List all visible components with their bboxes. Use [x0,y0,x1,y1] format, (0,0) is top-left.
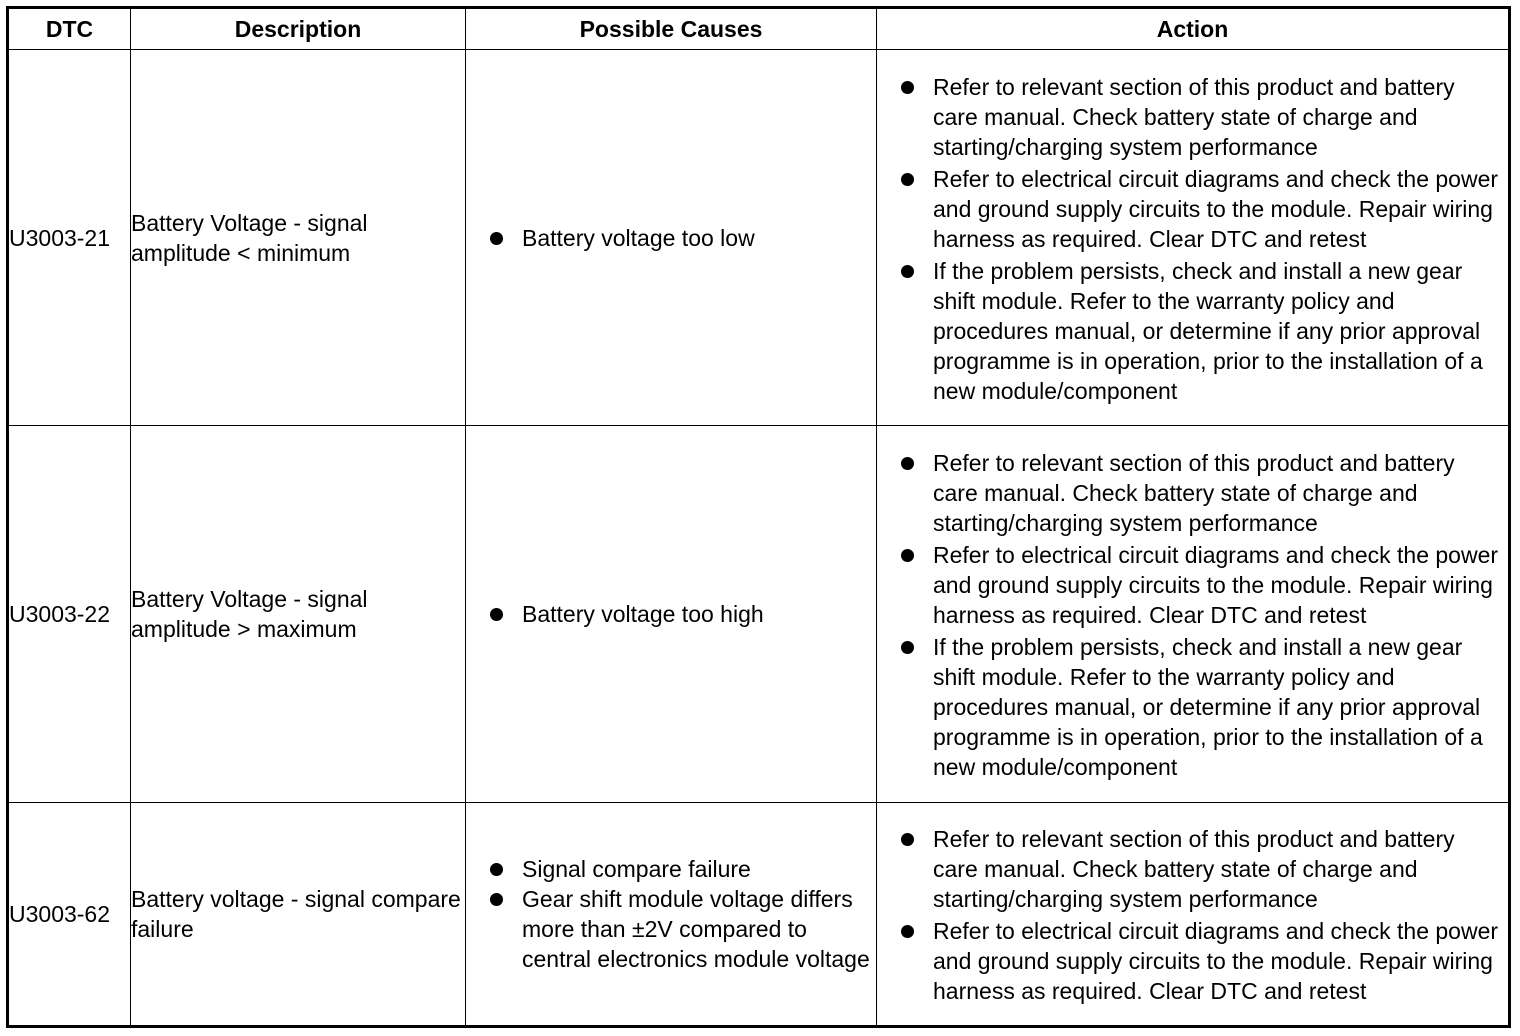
action-list [877,72,1508,406]
action-item: Refer to relevant section of this product and battery care manual. Check battery state of charge and starting/charging system performance [877,72,1508,162]
action-list [877,824,1508,1006]
header-possible-causes: Possible Causes [466,8,877,50]
cause-list [466,599,876,629]
header-action: Action [877,8,1510,50]
header-dtc: DTC [8,8,131,50]
action-list [877,448,1508,782]
dtc-description: Battery Voltage - signal amplitude < minimum [131,50,466,426]
cause-item: Gear shift module voltage differs more than ±2V compared to central electronics module voltage [466,884,876,974]
table-row [8,803,1510,1027]
dtc-description: Battery voltage - signal compare failure [131,803,466,1027]
action-item: Refer to relevant section of this product and battery care manual. Check battery state of charge and starting/charging system performance [877,448,1508,538]
cause-list [466,223,876,253]
action-item: If the problem persists, check and install a new gear shift module. Refer to the warranty policy and procedures manual, or determine if any prior approval programme is in operation, prior to the installation of a new module/component [877,256,1508,406]
table-row [8,50,1510,426]
dtc-description: Battery Voltage - signal amplitude > maximum [131,426,466,803]
action-item: Refer to electrical circuit diagrams and check the power and ground supply circuits to the module. Repair wiring harness as required. Clear DTC and retest [877,916,1508,1006]
action-item: Refer to electrical circuit diagrams and check the power and ground supply circuits to the module. Repair wiring harness as required. Clear DTC and retest [877,164,1508,254]
cause-item: Battery voltage too low [466,223,876,253]
action-item: If the problem persists, check and install a new gear shift module. Refer to the warranty policy and procedures manual, or determine if any prior approval programme is in operation, prior to the installation of a new module/component [877,632,1508,782]
table-row [8,426,1510,803]
cause-item: Signal compare failure [466,854,876,884]
action-item: Refer to relevant section of this product and battery care manual. Check battery state of charge and starting/charging system performance [877,824,1508,914]
cause-list [466,854,876,974]
header-row [8,8,1510,50]
header-description: Description [131,8,466,50]
action-item: Refer to electrical circuit diagrams and check the power and ground supply circuits to the module. Repair wiring harness as required. Clear DTC and retest [877,540,1508,630]
dtc-table [6,6,1511,1028]
dtc-code: U3003-21 [8,50,131,426]
dtc-code: U3003-62 [8,803,131,1027]
dtc-code: U3003-22 [8,426,131,803]
cause-item: Battery voltage too high [466,599,876,629]
